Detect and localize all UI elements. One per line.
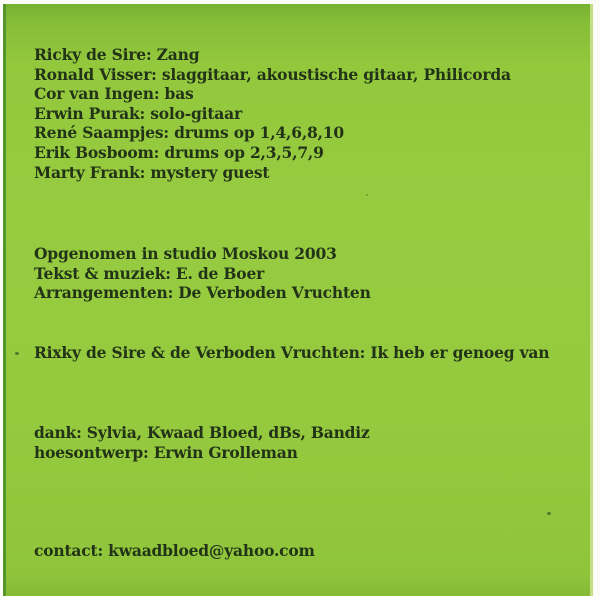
credit-line: Erwin Purak: solo-gitaar	[34, 103, 242, 123]
credit-line: Cor van Ingen: bas	[34, 84, 194, 104]
sleeve-text	[34, 4, 574, 596]
production-line: Tekst & muziek: E. de Boer	[34, 263, 265, 283]
credit-line: Marty Frank: mystery guest	[34, 162, 270, 182]
thanks-line: dank: Sylvia, Kwaad Bloed, dBs, Bandiz	[34, 423, 370, 442]
credit-line: Erik Bosboom: drums op 2,3,5,7,9	[34, 142, 324, 162]
title-line: Rixky de Sire & de Verboden Vruchten: Ik heb er genoeg van	[34, 343, 550, 362]
production-line: Arrangementen: De Verboden Vruchten	[34, 283, 371, 303]
credit-line: René Saampjes: drums op 1,4,6,8,10	[34, 123, 344, 143]
artist-album-title	[34, 343, 574, 363]
thanks-section	[34, 423, 574, 462]
production-info	[34, 244, 574, 303]
contact-line: contact: kwaadbloed@yahoo.com	[34, 541, 315, 560]
band-credits	[34, 45, 574, 182]
scan-speck	[15, 352, 19, 355]
credit-line: Ricky de Sire: Zang	[34, 45, 200, 64]
scan-speck	[547, 512, 551, 515]
credit-line: Ronald Visser: slaggitaar, akoustische gitaar, Philicorda	[34, 64, 511, 84]
production-line: Opgenomen in studio Moskou 2003	[34, 244, 337, 263]
thanks-line: hoesontwerp: Erwin Grolleman	[34, 442, 298, 462]
contact-section	[34, 541, 574, 561]
green-card-background	[3, 4, 593, 596]
scan-speck	[366, 194, 368, 196]
